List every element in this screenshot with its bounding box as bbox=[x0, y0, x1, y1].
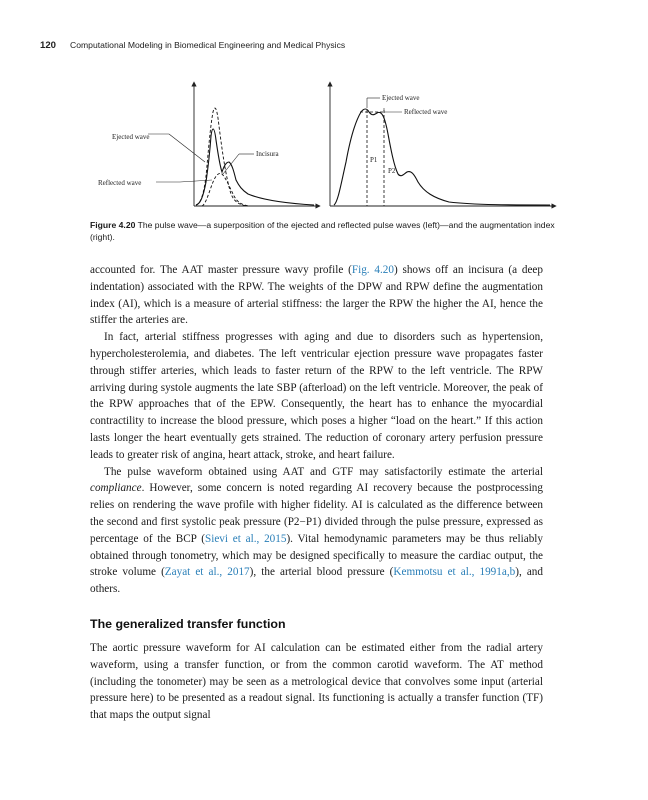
running-header bbox=[40, 40, 345, 51]
right-pulse-wave bbox=[334, 109, 550, 205]
left-pulse-wave bbox=[196, 129, 314, 205]
text-run: ), the arterial blood pressure ( bbox=[249, 566, 394, 579]
right-reflected-label: Reflected wave bbox=[404, 108, 448, 116]
italic-term: compliance bbox=[90, 482, 142, 495]
text-run: . However, some concern is noted regarding AI recovery because the postprocessing relies on rendering the wave profile with higher fidelity. AI is calculated as the difference between the second and first systolic peak pressure (P2−P1) divided through the pulse pressure, expressed as percentage of the BCP ( bbox=[90, 482, 543, 545]
p1-label: P1 bbox=[370, 156, 378, 164]
right-ejected-label: Ejected wave bbox=[382, 94, 420, 102]
citation-link[interactable]: Zayat et al., 2017 bbox=[164, 566, 250, 579]
caption-label: Figure 4.20 bbox=[90, 220, 136, 230]
page-number: 120 bbox=[40, 40, 57, 51]
paragraph bbox=[90, 464, 543, 598]
text-run: ), and others. bbox=[90, 566, 543, 596]
citation-link[interactable]: Sievi et al., 2015 bbox=[205, 532, 287, 545]
section-heading: The generalized transfer function bbox=[90, 617, 286, 631]
paragraph: The aortic pressure waveform for AI calculation can be estimated either from the radial artery waveform, using a transfer function, or from the common carotid waveform. The AT method (including the tonometer) may be seen as a metrological device that convolves some input (arterial pressure here) to be presented as a readout signal. Its functioning is actually a transfer function (TF) that maps the output signal bbox=[90, 642, 543, 722]
left-panel bbox=[98, 84, 318, 206]
body-text-1 bbox=[90, 262, 543, 598]
left-reflected-leader-b bbox=[180, 180, 212, 182]
text-run: ) shows off an incisura (a deep indentation) associated with the RPW. The weights of the DPW and RPW define the augmentation index (AI), which is a measure of arterial stiffness: the larger the RPW the higher the AI, hence the stiffer the arteries are. bbox=[90, 264, 543, 327]
left-ejected-wave bbox=[196, 108, 248, 206]
figure-caption bbox=[90, 219, 560, 243]
p2-label: P2 bbox=[388, 167, 396, 175]
text-run: ). Vital hemodynamic parameters may be thus reliably obtained through tonometry, which may be designed specifically to measure the cardiac output, the stroke volume ( bbox=[90, 532, 543, 579]
running-title: Computational Modeling in Biomedical Engineering and Medical Physics bbox=[70, 40, 346, 50]
left-ejected-label: Ejected wave bbox=[112, 133, 150, 141]
caption-text: The pulse wave—a superposition of the ejected and reflected pulse waves (left)—and the augmentation index (right). bbox=[90, 220, 555, 242]
figure-reference-link[interactable]: Fig. 4.20 bbox=[351, 264, 394, 276]
text-run: accounted for. The AAT master pressure wavy profile ( bbox=[90, 264, 352, 276]
left-ejected-leader-b bbox=[169, 134, 205, 162]
paragraph: In fact, arterial stiffness progresses with aging and due to disorders such as hypertension, hypercholesterolemia, and diabetes. The left ventricular ejection pressure wave propagates faster through stiffer arteries, which leads to faster return of the RPW to the left ventricle. The RPW arriving during systole augments the late SBP (afterload) on the left ventricle. Moreover, the peak of the RPW approaches that of the EPW. Consequently, the heart has to enhance the myocardial contractility to increase the blood pressure, which poses a higher “load on the heart.” If this action lasts longer the heart eventually gets strained. The reduction of coronary artery perfusion pressure leads to greater risk of angina, heart attack, stroke, and heart failure. bbox=[90, 331, 543, 461]
text-run: The pulse waveform obtained using AAT and GTF may satisfactorily estimate the arterial bbox=[104, 465, 543, 478]
figure-4-20 bbox=[84, 78, 560, 216]
right-panel bbox=[330, 84, 554, 206]
citation-link[interactable]: Kemmotsu et al., 1991a,b bbox=[393, 566, 516, 579]
paragraph bbox=[90, 262, 543, 329]
body-text-2 bbox=[90, 640, 543, 724]
left-reflected-label: Reflected wave bbox=[98, 179, 142, 187]
left-incisura-label: Incisura bbox=[256, 150, 279, 158]
